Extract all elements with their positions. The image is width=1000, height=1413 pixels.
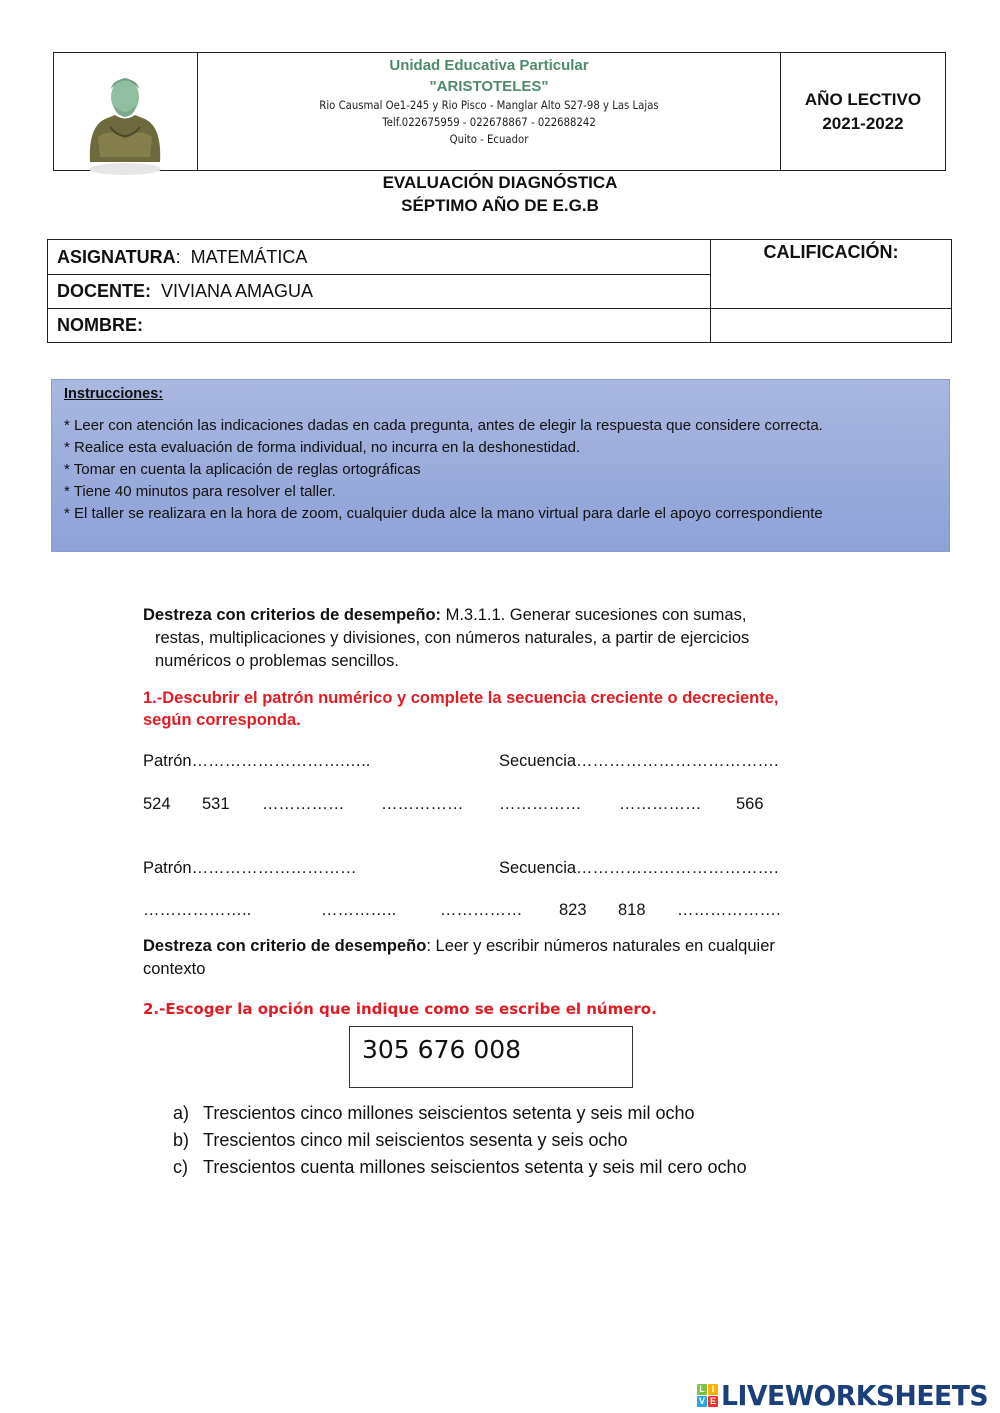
question-1-text: según corresponda. xyxy=(143,711,301,729)
school-phones: Telf.022675959 - 022678867 - 022688242 xyxy=(382,115,596,129)
option-letter: b) xyxy=(173,1130,190,1150)
question-1-text: 1.-Descubrir el patrón numérico y complete la secuencia creciente o decreciente, xyxy=(143,689,779,707)
school-city: Quito - Ecuador xyxy=(449,132,529,146)
sequence-blank[interactable]: …………… xyxy=(499,795,582,813)
sequence-1-values xyxy=(0,793,1000,815)
skill-label: Destreza con criterios de desempeño: xyxy=(143,606,442,624)
student-info-table xyxy=(47,239,952,343)
school-address: Rio Causmal Oe1-245 y Rio Pisco - Manglar Alto S27-98 y Las Lajas xyxy=(319,98,659,112)
question-2: 2.-Escoger la opción que indique como se escribe el número. xyxy=(143,1000,657,1018)
sequence-blank[interactable]: …………… xyxy=(381,795,464,813)
instruction-item: * El taller se realizara en la hora de zoom, cualquier duda alce la mano virtual para darle el apoyo correspondiente xyxy=(64,505,823,522)
skill-text: restas, multiplicaciones y divisiones, con números naturales, a partir de ejercicios xyxy=(155,629,750,647)
year-value: 2021-2022 xyxy=(822,113,904,133)
sequence-value: 818 xyxy=(618,901,646,919)
sequence-blank[interactable]: …………… xyxy=(440,901,523,919)
option-a[interactable] xyxy=(173,1100,747,1127)
document-title: EVALUACIÓN DIAGNÓSTICA xyxy=(382,173,618,192)
skill-description-2 xyxy=(143,935,873,981)
skill-text: contexto xyxy=(143,960,206,978)
grade-label: CALIFICACIÓN: xyxy=(711,240,951,309)
grade-field[interactable] xyxy=(711,309,951,342)
option-b[interactable] xyxy=(173,1127,747,1154)
name-field[interactable] xyxy=(143,309,710,342)
option-letter: a) xyxy=(173,1103,190,1123)
skill-text: numéricos o problemas sencillos. xyxy=(155,652,399,670)
pattern-1-field[interactable]: Patrón……………………….….. xyxy=(143,752,371,770)
option-text: Trescientos cinco mil seiscientos sesenta y seis ocho xyxy=(203,1130,628,1150)
number-display-box: 305 676 008 xyxy=(349,1026,633,1088)
skill-description-1 xyxy=(143,604,863,673)
teacher-label: DOCENTE: xyxy=(57,281,151,301)
aristotle-bust-icon xyxy=(80,67,170,177)
pattern-2-field[interactable]: Patrón………………………… xyxy=(143,859,357,877)
sequence-blank[interactable]: ………………. xyxy=(677,901,781,919)
instruction-item: * Tiene 40 minutos para resolver el taller. xyxy=(64,483,336,500)
liveworksheets-logo[interactable] xyxy=(697,1379,1000,1412)
sequence-blank[interactable]: ……………….. xyxy=(143,901,252,919)
skill-label: Destreza con criterio de desempeño xyxy=(143,937,427,955)
sequence-value: 823 xyxy=(559,901,587,919)
teacher-value: VIVIANA AMAGUA xyxy=(151,281,314,301)
school-name: "ARISTOTELES" xyxy=(429,78,549,95)
sequence-blank[interactable]: …………… xyxy=(262,795,345,813)
sequence-2-values xyxy=(0,899,1000,921)
subject-row xyxy=(48,240,710,275)
sequence-2-header xyxy=(0,857,1000,879)
school-year xyxy=(781,53,945,170)
sequence-value: 531 xyxy=(202,795,230,813)
grade-column xyxy=(710,240,951,342)
subject-value: : MATEMÁTICA xyxy=(175,246,308,267)
teacher-row xyxy=(48,275,710,309)
answer-options xyxy=(173,1100,747,1181)
instructions-title: Instrucciones: xyxy=(64,386,164,402)
skill-text: : Leer y escribir números naturales en cualquier xyxy=(426,937,775,955)
school-info xyxy=(198,53,781,170)
skill-text: M.3.1.1. Generar sucesiones con sumas, xyxy=(441,606,747,624)
instruction-item: * Realice esta evaluación de forma individual, no incurra en la deshonestidad. xyxy=(64,439,581,456)
name-label: NOMBRE: xyxy=(57,315,143,335)
year-label: AÑO LECTIVO xyxy=(804,89,922,109)
sequence-1-field[interactable]: Secuencia………………………………. xyxy=(499,752,779,770)
name-row xyxy=(48,309,710,342)
instruction-item: * Tomar en cuenta la aplicación de reglas ortográficas xyxy=(64,461,421,478)
sequence-blank[interactable]: ………….. xyxy=(321,901,397,919)
school-type: Unidad Educativa Particular xyxy=(389,57,589,74)
option-text: Trescientos cuenta millones seiscientos setenta y seis mil cero ocho xyxy=(203,1157,747,1177)
instructions-box xyxy=(51,379,950,552)
subject-label: ASIGNATURA xyxy=(57,246,176,267)
sequence-2-field[interactable]: Secuencia………………………………. xyxy=(499,859,779,877)
school-header xyxy=(53,52,946,171)
option-c[interactable] xyxy=(173,1154,747,1181)
brand-text: LIVEWORKSHEETS xyxy=(721,1379,989,1412)
instruction-item: * Leer con atención las indicaciones dadas en cada pregunta, antes de elegir la respuesta que considere correcta. xyxy=(64,417,823,434)
question-1 xyxy=(143,687,903,731)
logo-cell xyxy=(54,53,198,170)
sequence-blank[interactable]: …………… xyxy=(619,795,702,813)
sequence-1-header xyxy=(0,750,1000,772)
option-letter: c) xyxy=(173,1157,188,1177)
document-subtitle: SÉPTIMO AÑO DE E.G.B xyxy=(401,196,599,215)
sequence-value: 524 xyxy=(143,795,171,813)
option-text: Trescientos cinco millones seiscientos setenta y seis mil ocho xyxy=(203,1103,695,1123)
sequence-value: 566 xyxy=(736,795,764,813)
live-blocks-icon: L I V E xyxy=(698,1384,716,1406)
